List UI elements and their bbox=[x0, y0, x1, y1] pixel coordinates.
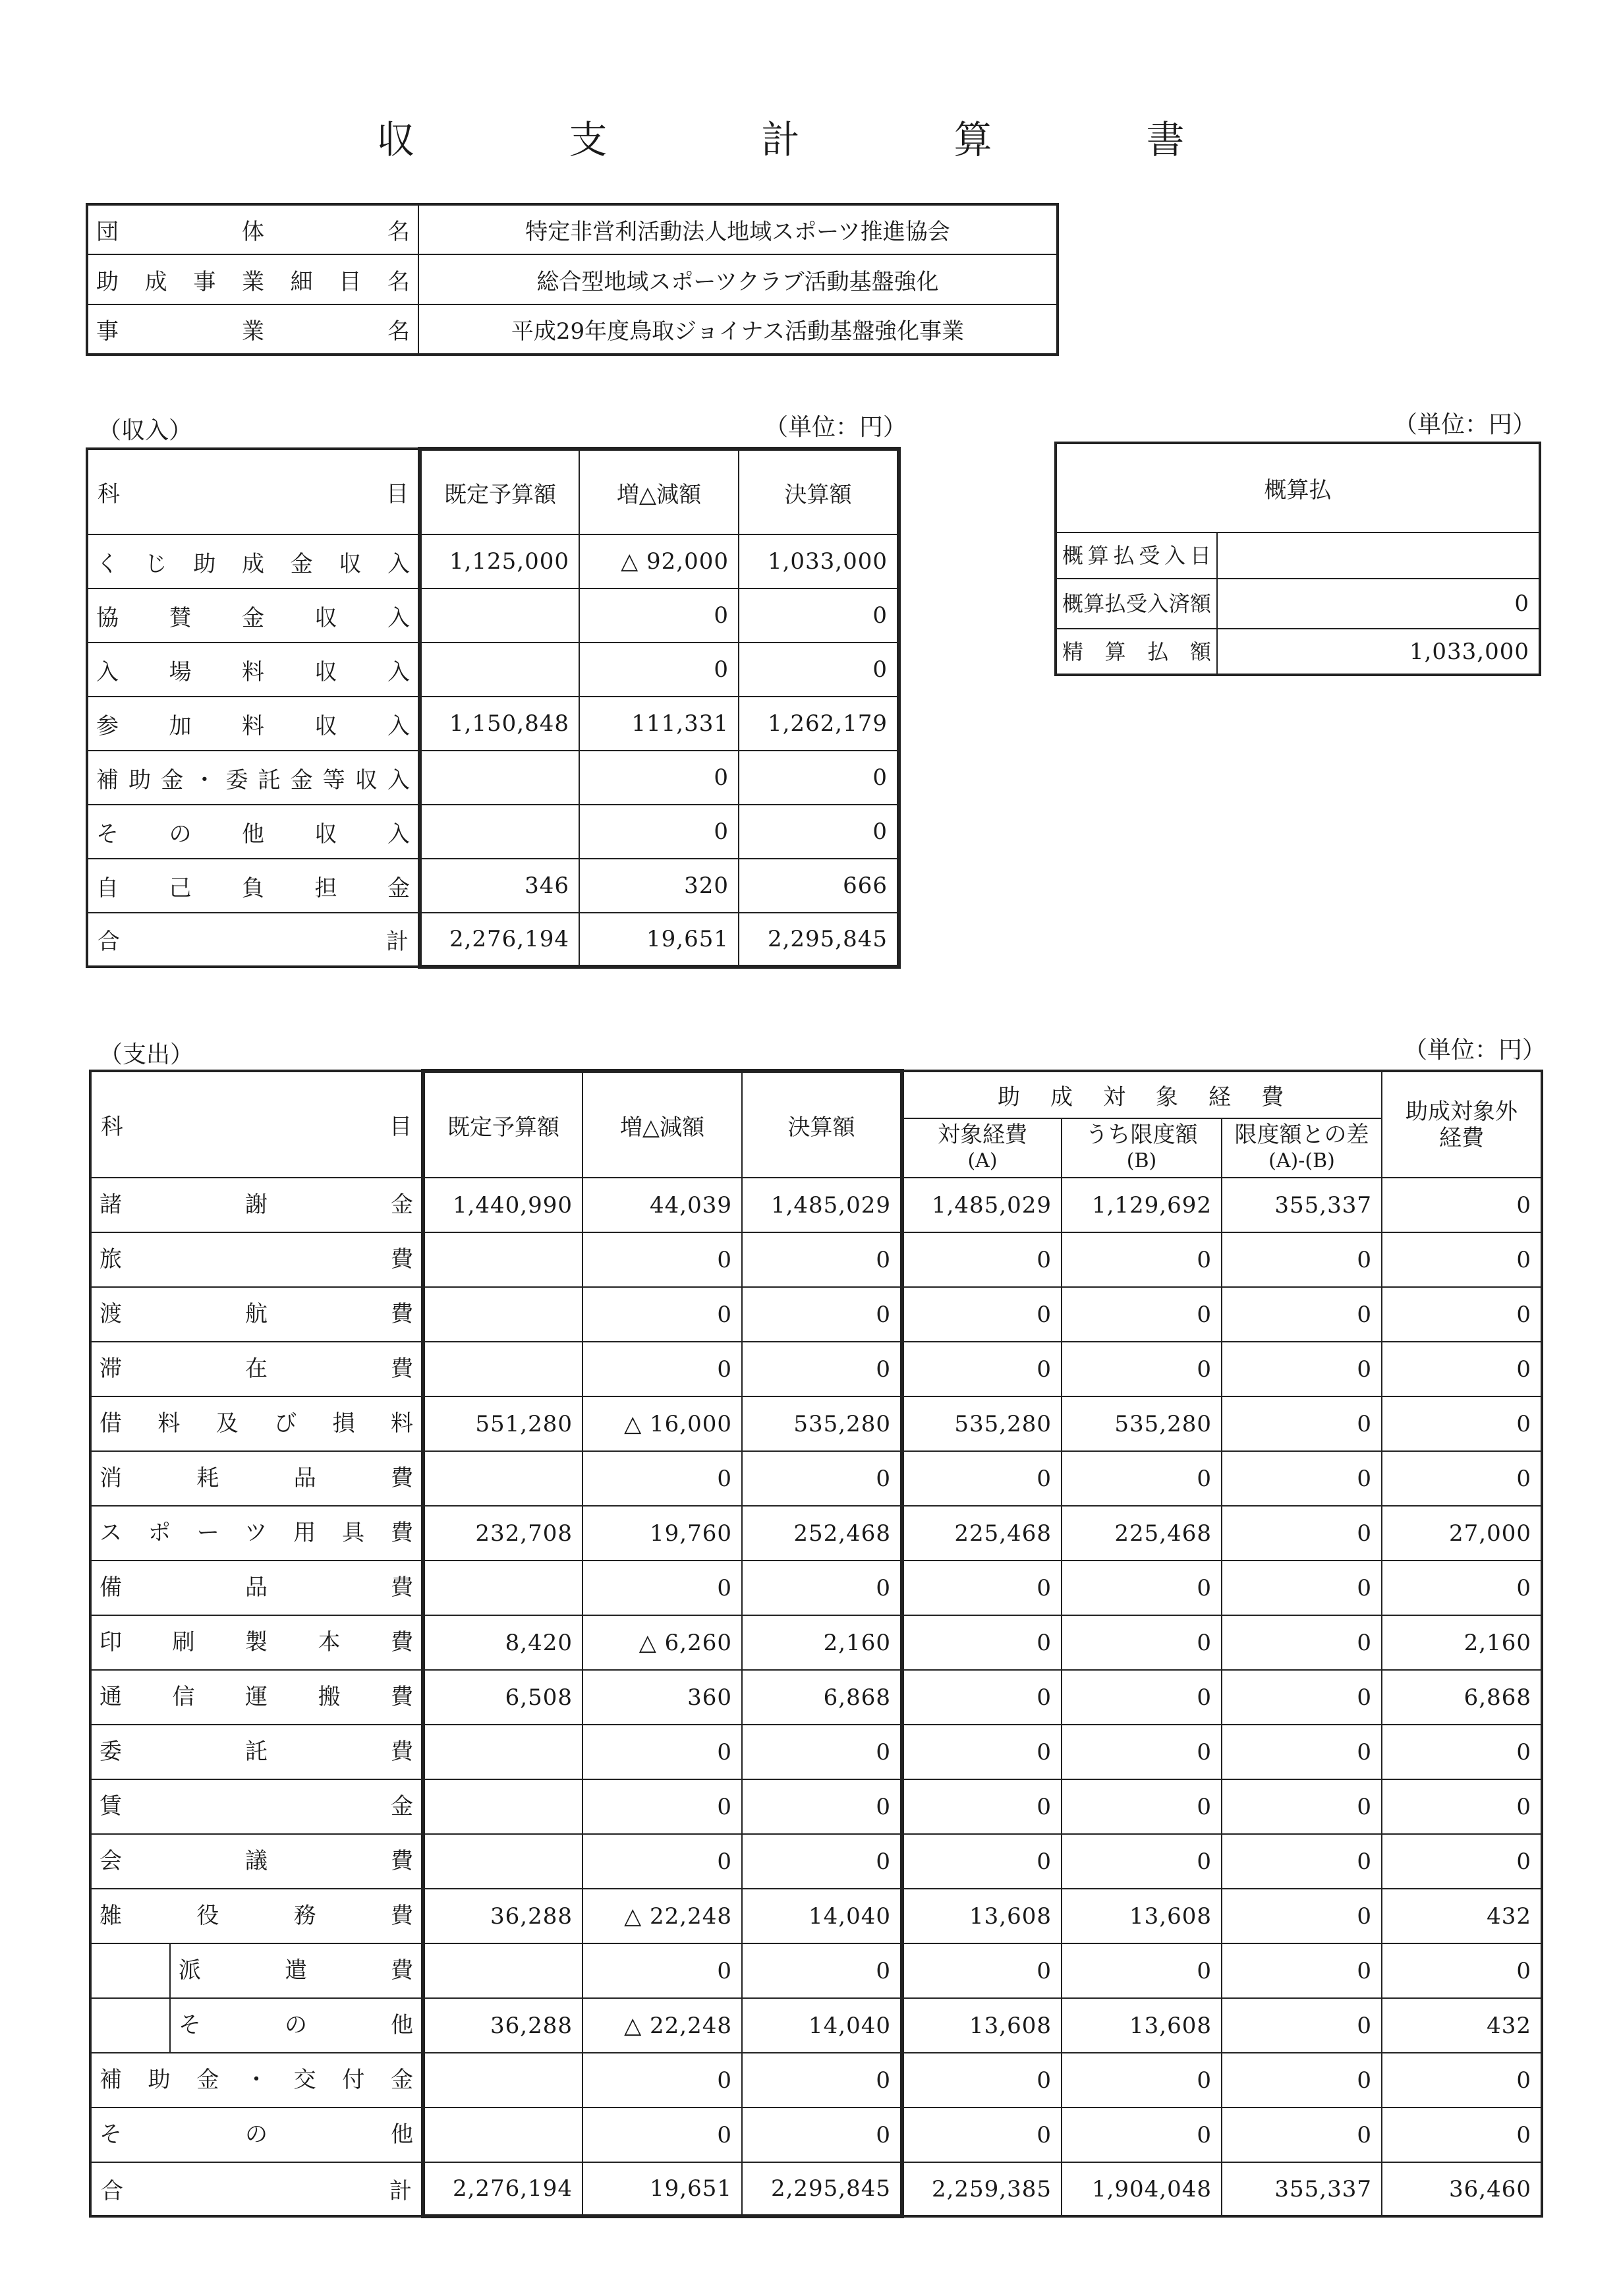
expense-limit: 0 bbox=[1062, 1232, 1222, 1287]
expense-outside: 432 bbox=[1382, 1889, 1542, 1943]
expense-budget bbox=[423, 1451, 582, 1506]
expense-total-limit: 1,904,048 bbox=[1062, 2162, 1222, 2216]
expense-diff: 0 bbox=[1222, 1396, 1382, 1451]
expense-outside: 0 bbox=[1382, 1725, 1542, 1779]
expense-item-cell bbox=[90, 1615, 423, 1670]
expense-item-cell bbox=[90, 1725, 423, 1779]
expense-result: 535,280 bbox=[742, 1396, 902, 1451]
expense-row bbox=[90, 1725, 1542, 1779]
income-total-result: 2,295,845 bbox=[739, 913, 899, 967]
expense-budget: 1,440,990 bbox=[423, 1178, 582, 1232]
expense-table bbox=[89, 1069, 1543, 2218]
advance-row bbox=[1056, 629, 1540, 675]
income-item: 入場料収入 bbox=[87, 643, 420, 697]
expense-item-cell bbox=[90, 1232, 423, 1287]
expense-item-cell bbox=[90, 1561, 423, 1615]
info-row bbox=[87, 204, 1058, 254]
expense-subitem: その他 bbox=[179, 2012, 413, 2038]
expense-budget bbox=[423, 1943, 582, 1998]
expense-budget: 551,280 bbox=[423, 1396, 582, 1451]
expense-row bbox=[90, 2053, 1542, 2108]
expense-total-result: 2,295,845 bbox=[742, 2162, 902, 2216]
expense-row bbox=[90, 1342, 1542, 1396]
income-item: くじ助成金収入 bbox=[87, 534, 420, 588]
income-row bbox=[87, 859, 899, 913]
expense-target: 0 bbox=[902, 1342, 1062, 1396]
expense-subitem-wrap bbox=[92, 1944, 421, 1997]
expense-diff: 0 bbox=[1222, 1451, 1382, 1506]
expense-result: 6,868 bbox=[742, 1670, 902, 1725]
expense-item: その他 bbox=[99, 2121, 413, 2148]
expense-result: 0 bbox=[742, 2053, 902, 2108]
expense-outside: 0 bbox=[1382, 1342, 1542, 1396]
info-value: 総合型地域スポーツクラブ活動基盤強化 bbox=[418, 254, 1058, 304]
expense-outside: 0 bbox=[1382, 1943, 1542, 1998]
expense-diff: 0 bbox=[1222, 1342, 1382, 1396]
expense-budget bbox=[423, 2108, 582, 2162]
income-total-left: 合 bbox=[98, 929, 120, 955]
info-table bbox=[86, 203, 1059, 356]
advance-label: 概算払受入済額 bbox=[1056, 579, 1217, 629]
expense-limit: 0 bbox=[1062, 1342, 1222, 1396]
expense-diff: 0 bbox=[1222, 1615, 1382, 1670]
expense-row bbox=[90, 1615, 1542, 1670]
expense-item: 滞在費 bbox=[99, 1356, 413, 1382]
expense-target: 535,280 bbox=[902, 1396, 1062, 1451]
expense-limit: 0 bbox=[1062, 1561, 1222, 1615]
expense-change: △ 6,260 bbox=[582, 1615, 742, 1670]
income-budget bbox=[420, 588, 579, 643]
expense-target: 13,608 bbox=[902, 1889, 1062, 1943]
expense-change: 0 bbox=[582, 2108, 742, 2162]
expense-row bbox=[90, 1232, 1542, 1287]
expense-row bbox=[90, 1178, 1542, 1232]
expense-item-cell bbox=[90, 1287, 423, 1342]
expense-limit: 0 bbox=[1062, 1834, 1222, 1889]
info-value: 特定非営利活動法人地域スポーツ推進協会 bbox=[418, 204, 1058, 254]
expense-limit: 1,129,692 bbox=[1062, 1178, 1222, 1232]
expense-header-diff-sub: (A)-(B) bbox=[1268, 1149, 1335, 1172]
expense-row bbox=[90, 1889, 1542, 1943]
expense-row bbox=[90, 1779, 1542, 1834]
expense-item: 委託費 bbox=[99, 1738, 413, 1765]
expense-row bbox=[90, 1943, 1542, 1998]
expense-limit: 0 bbox=[1062, 2108, 1222, 2162]
expense-outside: 0 bbox=[1382, 1451, 1542, 1506]
expense-total-label bbox=[90, 2162, 423, 2216]
expense-header-limit bbox=[1062, 1118, 1222, 1178]
advance-value bbox=[1217, 532, 1540, 579]
expense-limit: 0 bbox=[1062, 2053, 1222, 2108]
expense-outside: 0 bbox=[1382, 2053, 1542, 2108]
expense-target: 13,608 bbox=[902, 1998, 1062, 2053]
expense-item-cell bbox=[90, 1670, 423, 1725]
expense-limit: 225,468 bbox=[1062, 1506, 1222, 1561]
expense-diff: 0 bbox=[1222, 2053, 1382, 2108]
expense-change: 44,039 bbox=[582, 1178, 742, 1232]
expense-item-cell bbox=[90, 1943, 423, 1998]
expense-diff: 0 bbox=[1222, 1670, 1382, 1725]
income-total-right: 計 bbox=[386, 929, 409, 955]
expense-header-diff-label: 限度額との差 bbox=[1234, 1122, 1369, 1148]
income-result: 0 bbox=[739, 588, 899, 643]
expense-change: 19,760 bbox=[582, 1506, 742, 1561]
expense-item-cell bbox=[90, 1506, 423, 1561]
expense-limit: 0 bbox=[1062, 1943, 1222, 1998]
expense-change: 360 bbox=[582, 1670, 742, 1725]
expense-header-outside-line2: 経費 bbox=[1439, 1124, 1485, 1151]
expense-item: 通信運搬費 bbox=[99, 1684, 413, 1710]
expense-diff: 0 bbox=[1222, 1834, 1382, 1889]
expense-item: 会議費 bbox=[99, 1848, 413, 1874]
expense-total-diff: 355,337 bbox=[1222, 2162, 1382, 2216]
expense-limit: 0 bbox=[1062, 1615, 1222, 1670]
income-row bbox=[87, 588, 899, 643]
income-row bbox=[87, 643, 899, 697]
expense-item-cell bbox=[90, 1998, 423, 2053]
income-change: 0 bbox=[579, 588, 739, 643]
expense-budget bbox=[423, 1561, 582, 1615]
expense-header-outside-line1: 助成対象外 bbox=[1406, 1098, 1518, 1125]
expense-item: 賃金 bbox=[99, 1793, 413, 1820]
expense-budget bbox=[423, 1232, 582, 1287]
expense-item: 備品費 bbox=[99, 1574, 413, 1601]
expense-outside: 27,000 bbox=[1382, 1506, 1542, 1561]
expense-row bbox=[90, 1834, 1542, 1889]
expense-limit: 0 bbox=[1062, 1725, 1222, 1779]
income-header-row bbox=[87, 449, 899, 534]
income-total-budget: 2,276,194 bbox=[420, 913, 579, 967]
expense-target: 0 bbox=[902, 1287, 1062, 1342]
expense-subitem-wrap bbox=[92, 1999, 421, 2052]
expense-change: 0 bbox=[582, 1561, 742, 1615]
expense-item-cell bbox=[90, 1834, 423, 1889]
info-row bbox=[87, 254, 1058, 304]
expense-budget: 6,508 bbox=[423, 1670, 582, 1725]
income-unit-label: （単位：円） bbox=[764, 414, 907, 441]
expense-item-cell bbox=[90, 1342, 423, 1396]
expense-target: 1,485,029 bbox=[902, 1178, 1062, 1232]
expense-diff: 0 bbox=[1222, 1889, 1382, 1943]
expense-diff: 0 bbox=[1222, 1779, 1382, 1834]
income-total-row bbox=[87, 913, 899, 967]
expense-header-group: 助 成 対 象 経 費 bbox=[902, 1071, 1382, 1118]
info-label: 団体名 bbox=[87, 204, 418, 254]
info-value: 平成29年度鳥取ジョイナス活動基盤強化事業 bbox=[418, 304, 1058, 355]
income-budget: 1,150,848 bbox=[420, 697, 579, 751]
expense-target: 0 bbox=[902, 2108, 1062, 2162]
expense-change: △ 22,248 bbox=[582, 1998, 742, 2053]
expense-result: 0 bbox=[742, 1287, 902, 1342]
expense-item: スポーツ用具費 bbox=[99, 1520, 413, 1546]
income-result: 0 bbox=[739, 805, 899, 859]
expense-section-label: （支出） bbox=[99, 1041, 194, 1068]
expense-budget bbox=[423, 2053, 582, 2108]
expense-diff: 0 bbox=[1222, 1561, 1382, 1615]
expense-result: 1,485,029 bbox=[742, 1178, 902, 1232]
expense-header-limit-label: うち限度額 bbox=[1085, 1122, 1198, 1148]
expense-diff: 0 bbox=[1222, 1506, 1382, 1561]
expense-item: 印刷製本費 bbox=[99, 1629, 413, 1655]
expense-target: 0 bbox=[902, 1561, 1062, 1615]
expense-header-budget: 既定予算額 bbox=[423, 1071, 582, 1178]
expense-item: 旅費 bbox=[99, 1246, 413, 1273]
expense-diff: 0 bbox=[1222, 1287, 1382, 1342]
expense-item: 借料及び損料 bbox=[99, 1410, 413, 1437]
expense-result: 252,468 bbox=[742, 1506, 902, 1561]
expense-header-item bbox=[90, 1071, 423, 1178]
expense-row bbox=[90, 1451, 1542, 1506]
expense-outside: 0 bbox=[1382, 1287, 1542, 1342]
income-item: 協賛金収入 bbox=[87, 588, 420, 643]
income-row bbox=[87, 697, 899, 751]
expense-change: 0 bbox=[582, 1342, 742, 1396]
advance-unit-label: （単位：円） bbox=[1394, 411, 1537, 438]
expense-header-left: 科 bbox=[101, 1114, 123, 1140]
income-change: 0 bbox=[579, 805, 739, 859]
income-header-right: 目 bbox=[386, 481, 409, 507]
expense-row bbox=[90, 1998, 1542, 2053]
expense-result: 0 bbox=[742, 2108, 902, 2162]
expense-outside: 2,160 bbox=[1382, 1615, 1542, 1670]
income-result: 1,262,179 bbox=[739, 697, 899, 751]
page-title: 収 支 計 算 書 bbox=[376, 117, 1243, 162]
expense-item-cell bbox=[90, 1451, 423, 1506]
expense-target: 0 bbox=[902, 1232, 1062, 1287]
expense-budget: 36,288 bbox=[423, 1889, 582, 1943]
income-budget bbox=[420, 751, 579, 805]
expense-header-limit-sub: (B) bbox=[1126, 1149, 1157, 1172]
expense-header-change: 増△減額 bbox=[582, 1071, 742, 1178]
income-budget: 346 bbox=[420, 859, 579, 913]
expense-outside: 0 bbox=[1382, 1232, 1542, 1287]
expense-subitem-indent bbox=[92, 1944, 171, 1997]
income-header-budget: 既定予算額 bbox=[420, 449, 579, 534]
expense-target: 0 bbox=[902, 1451, 1062, 1506]
expense-result: 2,160 bbox=[742, 1615, 902, 1670]
expense-diff: 0 bbox=[1222, 1232, 1382, 1287]
expense-outside: 0 bbox=[1382, 1779, 1542, 1834]
income-total-change: 19,651 bbox=[579, 913, 739, 967]
advance-value: 0 bbox=[1217, 579, 1540, 629]
income-total-label bbox=[87, 913, 420, 967]
expense-target: 0 bbox=[902, 1615, 1062, 1670]
expense-diff: 0 bbox=[1222, 1998, 1382, 2053]
advance-label: 概算払受入日 bbox=[1056, 532, 1217, 579]
expense-header-row-1 bbox=[90, 1071, 1542, 1118]
expense-limit: 13,608 bbox=[1062, 1998, 1222, 2053]
income-result: 666 bbox=[739, 859, 899, 913]
expense-outside: 0 bbox=[1382, 1396, 1542, 1451]
expense-budget: 232,708 bbox=[423, 1506, 582, 1561]
expense-outside: 0 bbox=[1382, 1834, 1542, 1889]
advance-row bbox=[1056, 579, 1540, 629]
expense-outside: 6,868 bbox=[1382, 1670, 1542, 1725]
income-change: 320 bbox=[579, 859, 739, 913]
expense-diff: 0 bbox=[1222, 2108, 1382, 2162]
income-result: 1,033,000 bbox=[739, 534, 899, 588]
expense-change: △ 22,248 bbox=[582, 1889, 742, 1943]
info-label: 助成事業細目名 bbox=[87, 254, 418, 304]
expense-header-target bbox=[902, 1118, 1062, 1178]
expense-item-cell bbox=[90, 1779, 423, 1834]
expense-item-cell bbox=[90, 2108, 423, 2162]
expense-change: 0 bbox=[582, 1232, 742, 1287]
info-label: 事業名 bbox=[87, 304, 418, 355]
income-table bbox=[86, 447, 901, 969]
expense-result: 0 bbox=[742, 1342, 902, 1396]
expense-limit: 0 bbox=[1062, 1451, 1222, 1506]
expense-item-cell bbox=[90, 1178, 423, 1232]
advance-value: 1,033,000 bbox=[1217, 629, 1540, 675]
income-result: 0 bbox=[739, 751, 899, 805]
expense-outside: 0 bbox=[1382, 1178, 1542, 1232]
expense-row bbox=[90, 1561, 1542, 1615]
expense-total-budget: 2,276,194 bbox=[423, 2162, 582, 2216]
expense-total-left: 合 bbox=[101, 2178, 123, 2204]
expense-budget bbox=[423, 1287, 582, 1342]
expense-limit: 0 bbox=[1062, 1779, 1222, 1834]
expense-result: 0 bbox=[742, 1232, 902, 1287]
income-result: 0 bbox=[739, 643, 899, 697]
expense-row bbox=[90, 1670, 1542, 1725]
expense-diff: 0 bbox=[1222, 1943, 1382, 1998]
income-row bbox=[87, 751, 899, 805]
expense-limit: 535,280 bbox=[1062, 1396, 1222, 1451]
expense-item-cell bbox=[90, 1889, 423, 1943]
expense-result: 0 bbox=[742, 1779, 902, 1834]
expense-total-outside: 36,460 bbox=[1382, 2162, 1542, 2216]
expense-change: 0 bbox=[582, 1779, 742, 1834]
expense-limit: 0 bbox=[1062, 1287, 1222, 1342]
expense-header-diff bbox=[1222, 1118, 1382, 1178]
expense-total-target: 2,259,385 bbox=[902, 2162, 1062, 2216]
income-change: 0 bbox=[579, 643, 739, 697]
expense-header-outside bbox=[1382, 1071, 1542, 1178]
expense-item: 雑役務費 bbox=[99, 1903, 413, 1929]
income-item: 自己負担金 bbox=[87, 859, 420, 913]
expense-budget bbox=[423, 1779, 582, 1834]
expense-header-target-label: 対象経費 bbox=[938, 1122, 1027, 1148]
expense-result: 0 bbox=[742, 1451, 902, 1506]
advance-header: 概算払 bbox=[1056, 443, 1540, 532]
expense-total-row bbox=[90, 2162, 1542, 2216]
expense-item: 補助金・交付金 bbox=[99, 2067, 413, 2093]
expense-outside: 0 bbox=[1382, 1561, 1542, 1615]
expense-item: 渡航費 bbox=[99, 1301, 413, 1327]
expense-header-target-sub: (A) bbox=[967, 1149, 998, 1172]
expense-diff: 355,337 bbox=[1222, 1178, 1382, 1232]
expense-change: 0 bbox=[582, 2053, 742, 2108]
info-row bbox=[87, 304, 1058, 355]
expense-change: 0 bbox=[582, 1287, 742, 1342]
income-budget: 1,125,000 bbox=[420, 534, 579, 588]
expense-change: 0 bbox=[582, 1725, 742, 1779]
expense-unit-label: （単位：円） bbox=[1404, 1037, 1547, 1064]
expense-result: 0 bbox=[742, 1561, 902, 1615]
expense-change: 0 bbox=[582, 1943, 742, 1998]
expense-change: 0 bbox=[582, 1451, 742, 1506]
income-change: △ 92,000 bbox=[579, 534, 739, 588]
expense-total-right: 計 bbox=[389, 2178, 412, 2204]
advance-table bbox=[1054, 442, 1541, 676]
income-budget bbox=[420, 805, 579, 859]
expense-target: 0 bbox=[902, 1834, 1062, 1889]
expense-target: 0 bbox=[902, 1670, 1062, 1725]
expense-subitem: 派遣費 bbox=[179, 1957, 413, 1984]
income-change: 111,331 bbox=[579, 697, 739, 751]
expense-item-cell bbox=[90, 1396, 423, 1451]
income-header-change: 増△減額 bbox=[579, 449, 739, 534]
expense-budget bbox=[423, 1834, 582, 1889]
expense-target: 225,468 bbox=[902, 1506, 1062, 1561]
expense-result: 0 bbox=[742, 1725, 902, 1779]
expense-header-result: 決算額 bbox=[742, 1071, 902, 1178]
expense-result: 14,040 bbox=[742, 1889, 902, 1943]
expense-budget bbox=[423, 1342, 582, 1396]
income-row bbox=[87, 805, 899, 859]
income-item: 参加料収入 bbox=[87, 697, 420, 751]
expense-item: 諸謝金 bbox=[99, 1191, 413, 1218]
expense-target: 0 bbox=[902, 1725, 1062, 1779]
income-header-result: 決算額 bbox=[739, 449, 899, 534]
advance-label: 精算払額 bbox=[1056, 629, 1217, 675]
income-budget bbox=[420, 643, 579, 697]
income-row bbox=[87, 534, 899, 588]
expense-target: 0 bbox=[902, 1943, 1062, 1998]
expense-result: 0 bbox=[742, 1943, 902, 1998]
expense-limit: 13,608 bbox=[1062, 1889, 1222, 1943]
expense-item-cell bbox=[90, 2053, 423, 2108]
income-header-item bbox=[87, 449, 420, 534]
income-section-label: （収入） bbox=[98, 417, 193, 444]
expense-budget bbox=[423, 1725, 582, 1779]
expense-result: 0 bbox=[742, 1834, 902, 1889]
income-item: その他収入 bbox=[87, 805, 420, 859]
expense-row bbox=[90, 2108, 1542, 2162]
expense-header-right: 目 bbox=[389, 1114, 412, 1140]
expense-row bbox=[90, 1506, 1542, 1561]
expense-target: 0 bbox=[902, 2053, 1062, 2108]
expense-target: 0 bbox=[902, 1779, 1062, 1834]
income-change: 0 bbox=[579, 751, 739, 805]
expense-item: 消耗品費 bbox=[99, 1465, 413, 1491]
income-header-left: 科 bbox=[98, 481, 120, 507]
expense-row bbox=[90, 1396, 1542, 1451]
expense-result: 14,040 bbox=[742, 1998, 902, 2053]
expense-outside: 432 bbox=[1382, 1998, 1542, 2053]
expense-row bbox=[90, 1287, 1542, 1342]
expense-total-change: 19,651 bbox=[582, 2162, 742, 2216]
expense-limit: 0 bbox=[1062, 1670, 1222, 1725]
income-item: 補助金・委託金等収入 bbox=[87, 751, 420, 805]
expense-outside: 0 bbox=[1382, 2108, 1542, 2162]
expense-change: △ 16,000 bbox=[582, 1396, 742, 1451]
expense-budget: 36,288 bbox=[423, 1998, 582, 2053]
expense-budget: 8,420 bbox=[423, 1615, 582, 1670]
expense-change: 0 bbox=[582, 1834, 742, 1889]
expense-subitem-indent bbox=[92, 1999, 171, 2052]
expense-diff: 0 bbox=[1222, 1725, 1382, 1779]
advance-row bbox=[1056, 532, 1540, 579]
